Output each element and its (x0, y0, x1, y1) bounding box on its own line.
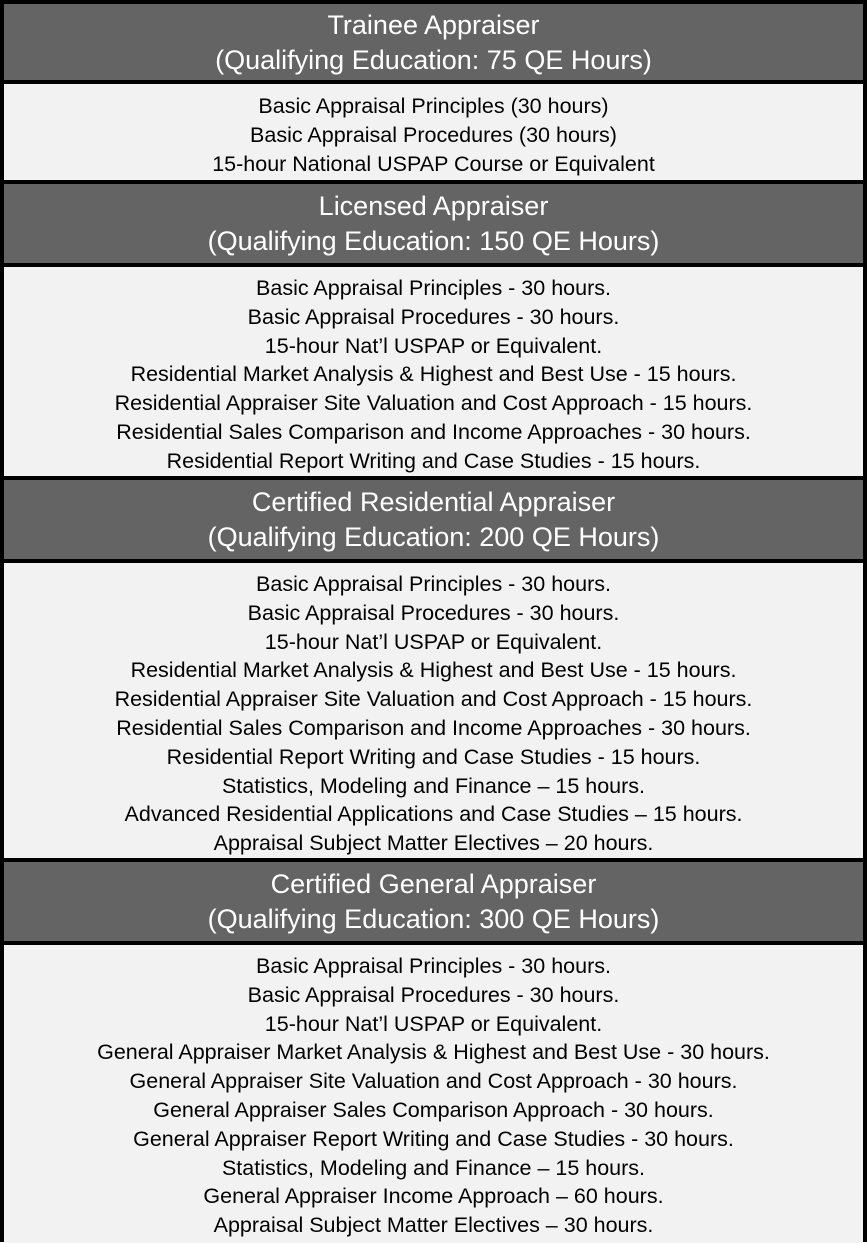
section-title: Certified Residential Appraiser (251, 487, 616, 517)
section-title: Certified General Appraiser (270, 869, 597, 899)
course-list (4, 945, 863, 1243)
section-trainee-appraiser (4, 4, 863, 184)
section-subtitle: (Qualifying Education: 300 QE Hours) (207, 904, 660, 934)
course-item: Residential Market Analysis & Highest and Best Use - 15 hours. (130, 658, 737, 683)
course-item: Appraisal Subject Matter Electives – 20 hours. (213, 831, 654, 856)
course-item: Basic Appraisal Principles - 30 hours. (256, 276, 611, 300)
course-item: 15-hour Nat’l USPAP or Equivalent. (264, 629, 603, 654)
course-list (4, 267, 863, 480)
course-list (4, 563, 863, 862)
course-item: Advanced Residential Applications and Case Studies – 15 hours. (124, 802, 743, 827)
course-item: 15-hour Nat’l USPAP or Equivalent. (264, 1011, 603, 1036)
course-item: Statistics, Modeling and Finance – 15 hours. (221, 773, 646, 798)
course-item: Basic Appraisal Procedures - 30 hours. (247, 982, 620, 1007)
course-item: Residential Sales Comparison and Income Approaches - 30 hours. (116, 715, 751, 740)
course-item: Appraisal Subject Matter Electives – 30 hours. (213, 1213, 654, 1238)
course-item: Residential Report Writing and Case Studies - 15 hours. (166, 744, 701, 769)
section-title: Licensed Appraiser (318, 191, 549, 221)
course-item: General Appraiser Market Analysis & Highest and Best Use - 30 hours. (97, 1040, 770, 1065)
course-item: Residential Market Analysis & Highest and Best Use - 15 hours. (130, 362, 737, 387)
course-item: Basic Appraisal Procedures - 30 hours. (247, 304, 620, 329)
course-item: General Appraiser Report Writing and Case Studies - 30 hours. (133, 1126, 734, 1151)
course-item: General Appraiser Sales Comparison Approach - 30 hours. (153, 1097, 714, 1122)
course-list (4, 84, 863, 184)
section-header (4, 4, 863, 84)
course-item: Basic Appraisal Principles - 30 hours. (256, 954, 611, 978)
course-item: General Appraiser Site Valuation and Cost Approach - 30 hours. (129, 1069, 738, 1094)
course-item: 15-hour National USPAP Course or Equivalent (212, 151, 655, 176)
section-title: Trainee Appraiser (327, 10, 540, 40)
section-header (4, 184, 863, 267)
course-item: Basic Appraisal Principles - 30 hours. (256, 572, 611, 596)
course-item: Residential Appraiser Site Valuation and Cost Approach - 15 hours. (114, 687, 753, 712)
section-header (4, 480, 863, 563)
section-subtitle: (Qualifying Education: 150 QE Hours) (207, 226, 660, 256)
course-item: 15-hour Nat’l USPAP or Equivalent. (264, 333, 603, 358)
section-header (4, 862, 863, 945)
course-item: Basic Appraisal Procedures - 30 hours. (247, 600, 620, 625)
section-licensed-appraiser (4, 184, 863, 480)
course-item: Statistics, Modeling and Finance – 15 hours. (221, 1155, 646, 1180)
course-item: Basic Appraisal Principles (30 hours) (258, 94, 609, 118)
course-item: Residential Appraiser Site Valuation and Cost Approach - 15 hours. (114, 391, 753, 416)
course-item: Residential Sales Comparison and Income Approaches - 30 hours. (116, 419, 751, 444)
section-subtitle: (Qualifying Education: 200 QE Hours) (207, 522, 660, 552)
section-certified-general-appraiser (4, 862, 863, 1243)
course-item: Basic Appraisal Procedures (30 hours) (250, 122, 617, 147)
course-item: Residential Report Writing and Case Studies - 15 hours. (166, 448, 701, 473)
section-subtitle: (Qualifying Education: 75 QE Hours) (215, 45, 652, 75)
section-certified-residential-appraiser (4, 480, 863, 862)
course-item: General Appraiser Income Approach – 60 hours. (203, 1184, 664, 1209)
